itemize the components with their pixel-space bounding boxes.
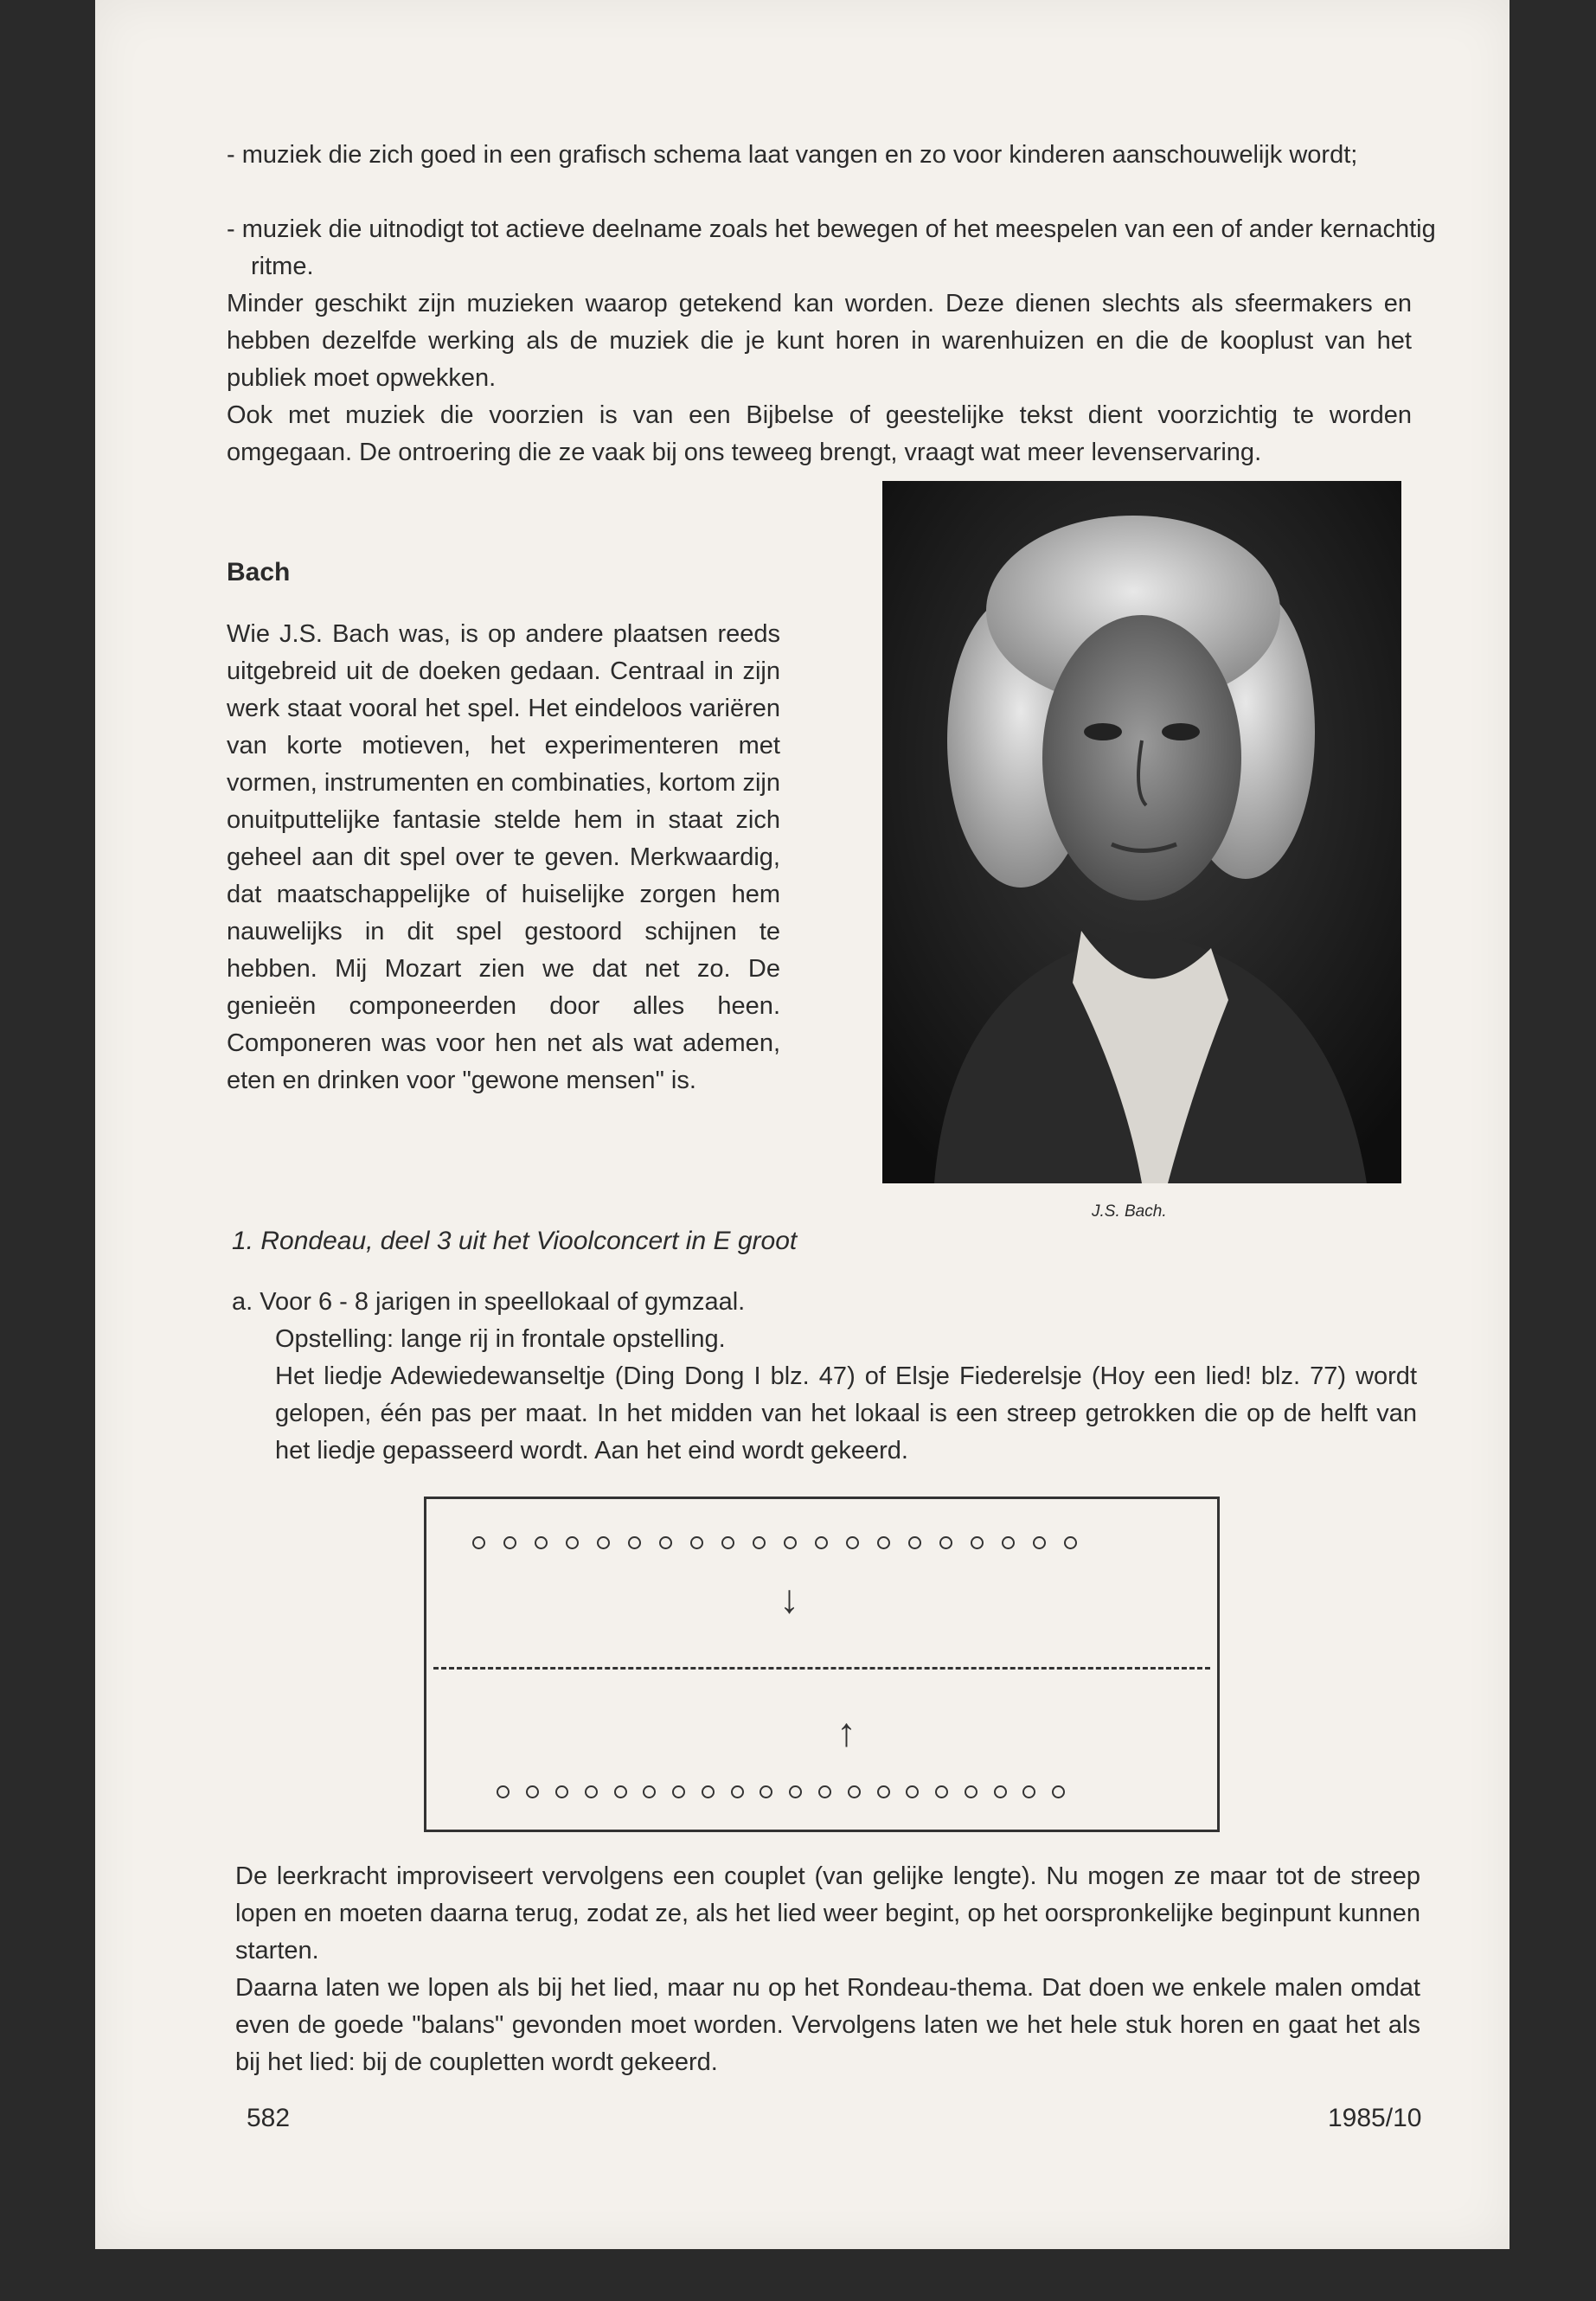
position-marker [731,1785,744,1798]
position-marker [614,1785,627,1798]
position-marker [784,1536,797,1549]
position-marker [1002,1536,1015,1549]
position-marker [1052,1785,1065,1798]
position-marker [971,1536,984,1549]
paragraph-bijbelse-tekst: Ook met muziek die voorzien is van een Bijbelse of geestelijke tekst dient voorzichtig te worden omgegaan. De ontroering die ze vaak bij ons teweeg brengt, vraagt wat meer levenservaring. [227,401,1412,466]
item-a-line-1: a. Voor 6 - 8 jarigen in speellokaal of gymzaal. [232,1288,746,1316]
position-marker [1033,1536,1046,1549]
item-a-line-3: Het liedje Adewiedewanseltje (Ding Dong I blz. 47) of Elsje Fiederelsje (Hoy een lied! blz. 77) wordt gelopen, één pas per maat. In het midden van het lokaal is een streep getrokken die op de helft van het liedje gepasseerd wordt. Aan het eind wordt gekeerd. [275,1362,1417,1465]
position-marker [877,1785,890,1798]
position-marker [535,1536,548,1549]
position-marker [643,1785,656,1798]
position-marker [472,1536,485,1549]
bullet-item-2: - muziek die uitnodigt tot actieve deelname zoals het bewegen of het meespelen van een of ander kernachtig ritme. [227,215,1436,280]
position-marker [965,1785,977,1798]
position-marker [939,1536,952,1549]
position-marker [908,1536,921,1549]
item-a-line-2: Opstelling: lange rij in frontale opstelling. [275,1325,726,1353]
position-marker [597,1536,610,1549]
position-marker [503,1536,516,1549]
top-row-positions [463,1529,1217,1555]
bach-portrait-image [882,481,1401,1183]
position-marker [526,1785,539,1798]
position-marker [555,1785,568,1798]
position-marker [702,1785,715,1798]
position-marker [628,1536,641,1549]
section-heading-rondeau: 1. Rondeau, deel 3 uit het Vioolconcert in E groot [232,1227,798,1255]
bottom-row-positions [489,1778,1217,1804]
position-marker [721,1536,734,1549]
item-a [232,1284,1417,1470]
position-marker [1022,1785,1035,1798]
position-marker [994,1785,1007,1798]
bach-paragraph: Wie J.S. Bach was, is op andere plaatsen reeds uitgebreid uit de doeken gedaan. Centraal in zijn werk staat vooral het spel. Het eindeloos variëren van korte motieven, het experimenteren met vormen, instrumenten en combinaties, kortom zijn onuitputtelijke fantasie stelde hem in staat zich geheel aan dit spel over te geven. Merkwaardig, dat maatschappelijke of huiselijke zorgen hem nauwelijks in dit spel gestoord schijnen te hebben. Mij Mozart zien we dat net zo. De genieën componeerden door alles heen. Componeren was voor hen net als wat ademen, eten en drinken voor "gewone mensen" is. [227,620,780,1094]
position-marker [848,1785,861,1798]
position-marker [846,1536,859,1549]
position-marker [935,1785,948,1798]
closing-paragraph-2: Daarna laten we lopen als bij het lied, maar nu op het Rondeau-thema. Dat doen we enkele malen omdat even de goede "balans" gevonden moet worden. Vervolgens laten we het hele stuk horen en gaat het als bij het lied: bij de coupletten wordt gekeerd. [235,1974,1420,2076]
bach-portrait-illustration [882,481,1401,1183]
position-marker [877,1536,890,1549]
paragraph-minder-geschikt: Minder geschikt zijn muzieken waarop getekend kan worden. Deze dienen slechts als sfeermakers en hebben dezelfde werking als de muziek die je kunt horen in warenhuizen en die de kooplust van het publiek moet opwekken. [227,290,1412,392]
position-marker [760,1785,772,1798]
page-number: 582 [247,2104,291,2132]
position-marker [818,1785,831,1798]
position-marker [585,1785,598,1798]
position-marker [690,1536,703,1549]
position-marker [789,1785,802,1798]
position-marker [566,1536,579,1549]
position-marker [906,1785,919,1798]
position-marker [672,1785,685,1798]
closing-paragraph-1: De leerkracht improviseert vervolgens een couplet (van gelijke lengte). Nu mogen ze maar tot de streep lopen en moeten daarna terug, zodat ze, als het lied weer begint, op het oorspronkelijke beginpunt kunnen starten. [235,1862,1420,1965]
walking-diagram [424,1497,1220,1832]
portrait-caption: J.S. Bach. [1092,1202,1167,1221]
position-marker [753,1536,766,1549]
arrow-down-icon: ↓ [779,1576,799,1621]
issue-number: 1985/10 [1328,2104,1422,2132]
arrow-up-icon: ↑ [836,1709,856,1754]
position-marker [815,1536,828,1549]
bullet-item-1: - muziek die zich goed in een grafisch schema laat vangen en zo voor kinderen aanschouwelijk wordt; [227,141,1358,169]
position-marker [497,1785,510,1798]
center-line [433,1667,1210,1670]
position-marker [659,1536,672,1549]
position-marker [1064,1536,1077,1549]
section-heading-bach: Bach [227,558,291,586]
